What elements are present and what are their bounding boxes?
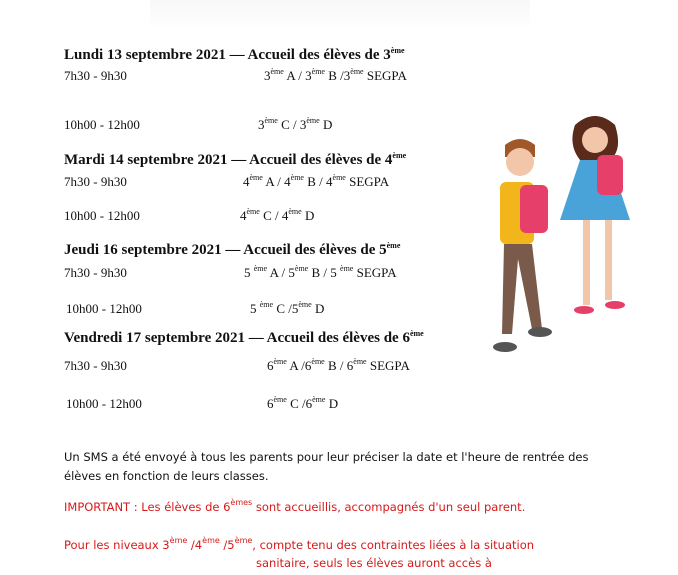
text-segment: A / 5 [267,265,295,280]
slot-time: 7h30 - 9h30 [64,265,127,280]
superscript: ème [246,207,260,216]
day-heading [64,242,400,259]
text-segment: /5 [219,538,235,552]
superscript: ème [202,536,220,545]
text-segment: IMPORTANT : Les élèves de 6 [64,500,231,514]
niveaux-note-2: sanitaire, seuls les élèves auront accès à [256,556,492,570]
text-segment: 6 [267,358,274,373]
superscript: ème [386,241,401,250]
superscript: ème [353,357,367,366]
text-segment: SEGPA [363,68,407,83]
superscript: ème [409,329,424,338]
superscript: ème [169,536,188,545]
slot-time: 10h00 - 12h00 [64,117,140,132]
text-segment: A / 3 [283,68,312,83]
text-segment: B / 4 [303,174,333,189]
superscript: ème [253,264,268,273]
day-heading [64,47,405,64]
superscript: ème [311,357,325,366]
slot-classes [244,265,397,281]
text-segment: sont accueillis, accompagnés d'un seul parent. [252,500,526,514]
text-segment: SEGPA [366,358,410,373]
slot-time: 7h30 - 9h30 [64,174,127,189]
superscript: ème [298,300,312,309]
superscript: ème [306,116,320,125]
slot-classes [264,68,407,84]
text-segment: B /3 [324,68,351,83]
slot-classes [250,301,324,317]
slot-classes [267,396,338,412]
slot-time: 7h30 - 9h30 [64,358,127,373]
superscript: èmes [230,498,253,507]
text-segment: Jeudi 16 septembre 2021 — Accueil des élèves de 5 [64,242,387,258]
text-segment: Lundi 13 septembre 2021 — Accueil des élèves de 3 [64,47,391,63]
faded-header [150,0,530,30]
girl-figure [560,116,630,314]
text-segment: D [319,117,333,132]
slot-time: 10h00 - 12h00 [66,301,142,316]
text-segment: B / 5 [308,265,341,280]
slot-classes [267,358,410,374]
text-segment: D [301,208,315,223]
text-segment: A /6 [286,358,312,373]
superscript: ème [290,173,304,182]
superscript: ème [294,264,309,273]
slot-time: 10h00 - 12h00 [66,396,142,411]
superscript: ème [270,67,284,76]
superscript: ème [311,67,325,76]
text-segment: , compte tenu des contraintes liées à la situation [252,538,535,552]
superscript: ème [264,116,278,125]
day-heading [64,330,424,347]
text-segment: 4 [240,208,247,223]
important-note [64,498,525,517]
text-segment: 3 [258,117,265,132]
slot-classes [258,117,332,133]
text-segment: 5 [250,301,260,316]
text-segment: 5 [244,265,254,280]
superscript: ème [340,264,354,273]
slot-time: 10h00 - 12h00 [64,208,140,223]
superscript: ème [392,151,407,160]
superscript: ème [273,357,287,366]
slot-time: 7h30 - 9h30 [64,68,127,83]
students-illustration [480,100,650,360]
text-segment: Mardi 14 septembre 2021 — Accueil des élèves de 4 [64,152,393,168]
text-segment: C /6 [286,396,313,411]
superscript: ème [312,395,326,404]
text-segment: C /5 [273,301,299,316]
superscript: ème [273,395,287,404]
text-segment: D [311,301,325,316]
text-segment: Vendredi 17 septembre 2021 — Accueil des élèves de 6 [64,330,410,346]
text-segment: 6 [267,396,274,411]
slot-classes [240,208,314,224]
slot-classes [243,174,389,190]
text-segment: /4 [187,538,203,552]
superscript: ème [249,173,263,182]
superscript: ème [234,536,253,545]
superscript: ème [288,207,302,216]
sms-note: Un SMS a été envoyé à tous les parents pour leur préciser la date et l'heure de rentrée des élèves en fonction de leurs classes. [64,450,589,483]
text-segment: 4 [243,174,250,189]
text-segment: SEGPA [353,265,397,280]
superscript: ème [259,300,274,309]
superscript: ème [350,67,364,76]
text-segment: SEGPA [345,174,390,189]
boy-figure [493,139,552,352]
text-segment: C / 4 [259,208,289,223]
text-segment: D [325,396,339,411]
superscript: ème [390,46,405,55]
text-segment: B / 6 [324,358,354,373]
text-segment: A / 4 [262,174,291,189]
niveaux-note [64,536,534,555]
superscript: ème [332,173,346,182]
text-segment: 3 [264,68,271,83]
day-heading [64,152,406,169]
text-segment: Pour les niveaux 3 [64,538,170,552]
text-segment: C / 3 [277,117,307,132]
